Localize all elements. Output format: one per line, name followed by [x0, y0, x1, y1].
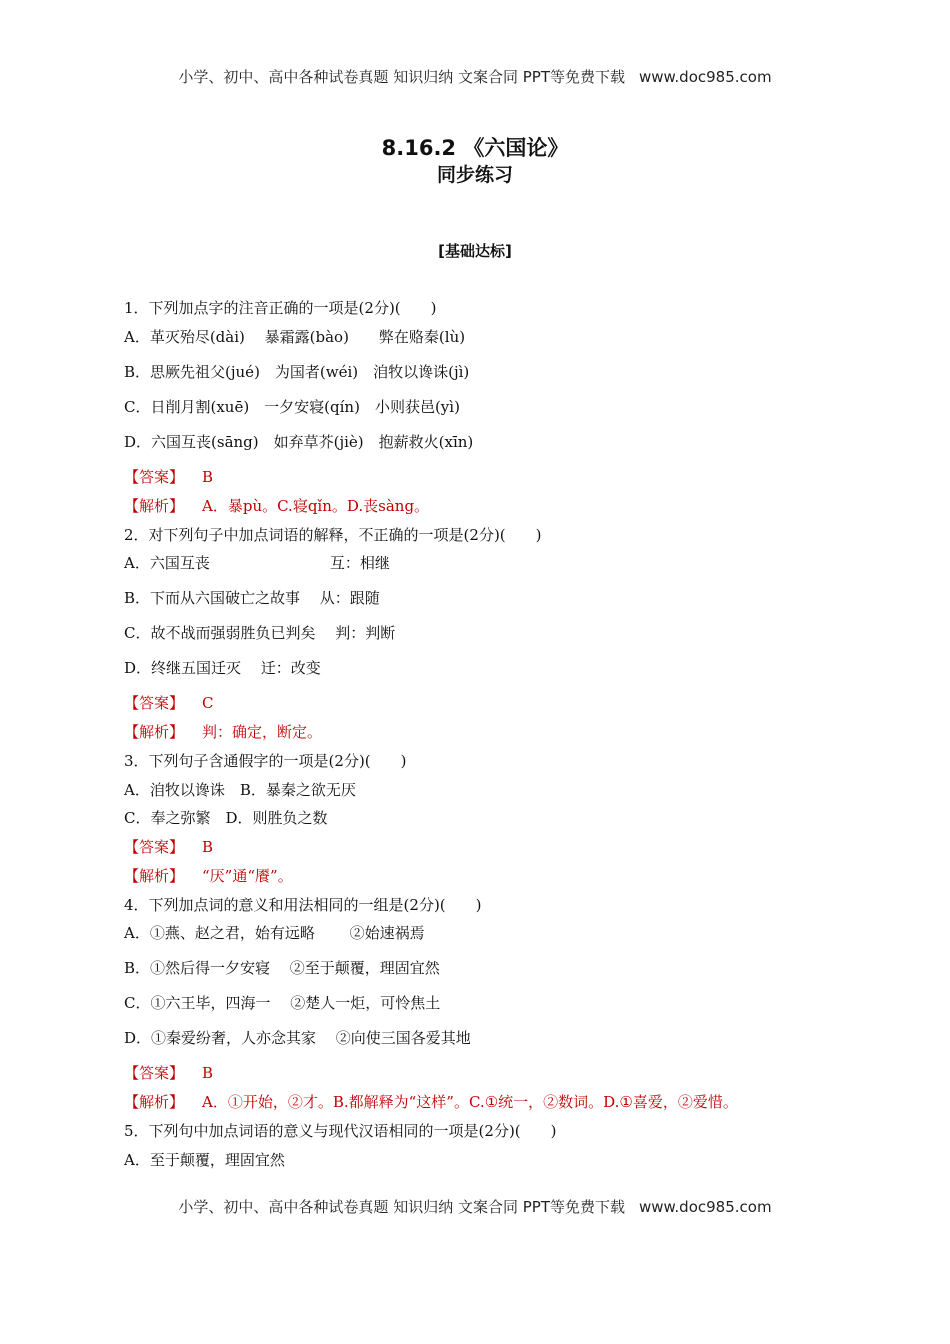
header-site-link[interactable]: www.doc985.com: [638, 68, 772, 86]
document-title: 8.16.2 《六国论》: [381, 136, 569, 160]
answer-label: 【答案】: [124, 468, 185, 486]
q1-answer: B: [202, 468, 214, 486]
analysis-label: 【解析】: [124, 723, 185, 741]
q1-analysis-row: [124, 496, 429, 516]
header-text: 小学、初中、高中各种试卷真题 知识归纳 文案合同 PPT等免费下载: [178, 68, 625, 86]
analysis-label: 【解析】: [124, 497, 185, 515]
q3-options-ab: A．洎牧以谗诛 B．暴秦之欲无厌: [124, 781, 356, 799]
q4-analysis-row: [124, 1092, 738, 1112]
q3-answer: B: [202, 838, 214, 856]
q4-stem: 4．下列加点词的意义和用法相同的一组是(2分)( ): [124, 896, 482, 914]
q4-answer: B: [202, 1064, 214, 1082]
q3-stem: 3．下列句子含通假字的一项是(2分)( ): [124, 752, 407, 770]
q2-analysis-row: [124, 722, 322, 742]
q2-analysis: 判：确定，断定。: [202, 723, 323, 741]
q2-option-a: A．六国互丧 互：相继: [124, 554, 390, 572]
q3-options-cd: C．奉之弥繁 D．则胜负之数: [124, 809, 328, 827]
q2-answer: C: [202, 694, 214, 712]
q1-analysis: A．暴pù。C.寝qǐn。D.丧sàng。: [202, 497, 430, 515]
q2-stem: 2．对下列句子中加点词语的解释，不正确的一项是(2分)( ): [124, 526, 542, 544]
analysis-label: 【解析】: [124, 1093, 185, 1111]
document-subtitle: 同步练习: [436, 164, 513, 186]
q2-option-c: C．故不战而强弱胜负已判矣 判：判断: [124, 624, 396, 642]
q4-option-a: A．①燕、赵之君，始有远略 ②始速祸焉: [124, 924, 425, 942]
analysis-label: 【解析】: [124, 867, 185, 885]
q2-answer-row: [124, 693, 214, 713]
q2-option-d: D．终继五国迁灭 迁：改变: [124, 659, 321, 677]
q3-answer-row: [124, 837, 213, 857]
q1-option-a: A．革灭殆尽(dài) 暴霜露(bào) 弊在赂秦(lù): [124, 328, 466, 346]
page-footer: [0, 1196, 950, 1217]
q1-option-d: D．六国互丧(sāng) 如弃草芥(jiè) 抱薪救火(xīn): [124, 433, 474, 451]
q4-answer-row: [124, 1063, 213, 1083]
page-header: [0, 66, 950, 87]
q1-stem: 1．下列加点字的注音正确的一项是(2分)( ): [124, 299, 437, 317]
q1-answer-row: [124, 467, 213, 487]
answer-label: 【答案】: [124, 694, 185, 712]
q4-option-b: B．①然后得一夕安寝 ②至于颠覆，理固宜然: [124, 959, 440, 977]
q1-option-b: B．思厥先祖父(jué) 为国者(wéi) 洎牧以谗诛(jì): [124, 363, 470, 381]
q5-option-a: A．至于颠覆，理固宜然: [124, 1151, 285, 1169]
section-heading: [基础达标]: [438, 242, 512, 260]
footer-site-link[interactable]: www.doc985.com: [638, 1198, 772, 1216]
answer-label: 【答案】: [124, 838, 185, 856]
q4-analysis: A．①开始，②才。B.都解释为“这样”。C.①统一，②数词。D.①喜爱，②爱惜。: [202, 1093, 738, 1111]
q4-option-d: D．①秦爱纷奢，人亦念其家 ②向使三国各爱其地: [124, 1029, 471, 1047]
q3-analysis: “厌”通“餍”。: [202, 867, 293, 885]
q3-analysis-row: [124, 866, 293, 886]
q4-option-c: C．①六王毕，四海一 ②楚人一炬，可怜焦土: [124, 994, 441, 1012]
footer-text: 小学、初中、高中各种试卷真题 知识归纳 文案合同 PPT等免费下载: [178, 1198, 625, 1216]
answer-label: 【答案】: [124, 1064, 185, 1082]
q5-stem: 5．下列句中加点词语的意义与现代汉语相同的一项是(2分)( ): [124, 1122, 557, 1140]
q2-option-b: B．下而从六国破亡之故事 从：跟随: [124, 589, 380, 607]
q1-option-c: C．日削月割(xuē) 一夕安寝(qín) 小则获邑(yì): [124, 398, 460, 416]
